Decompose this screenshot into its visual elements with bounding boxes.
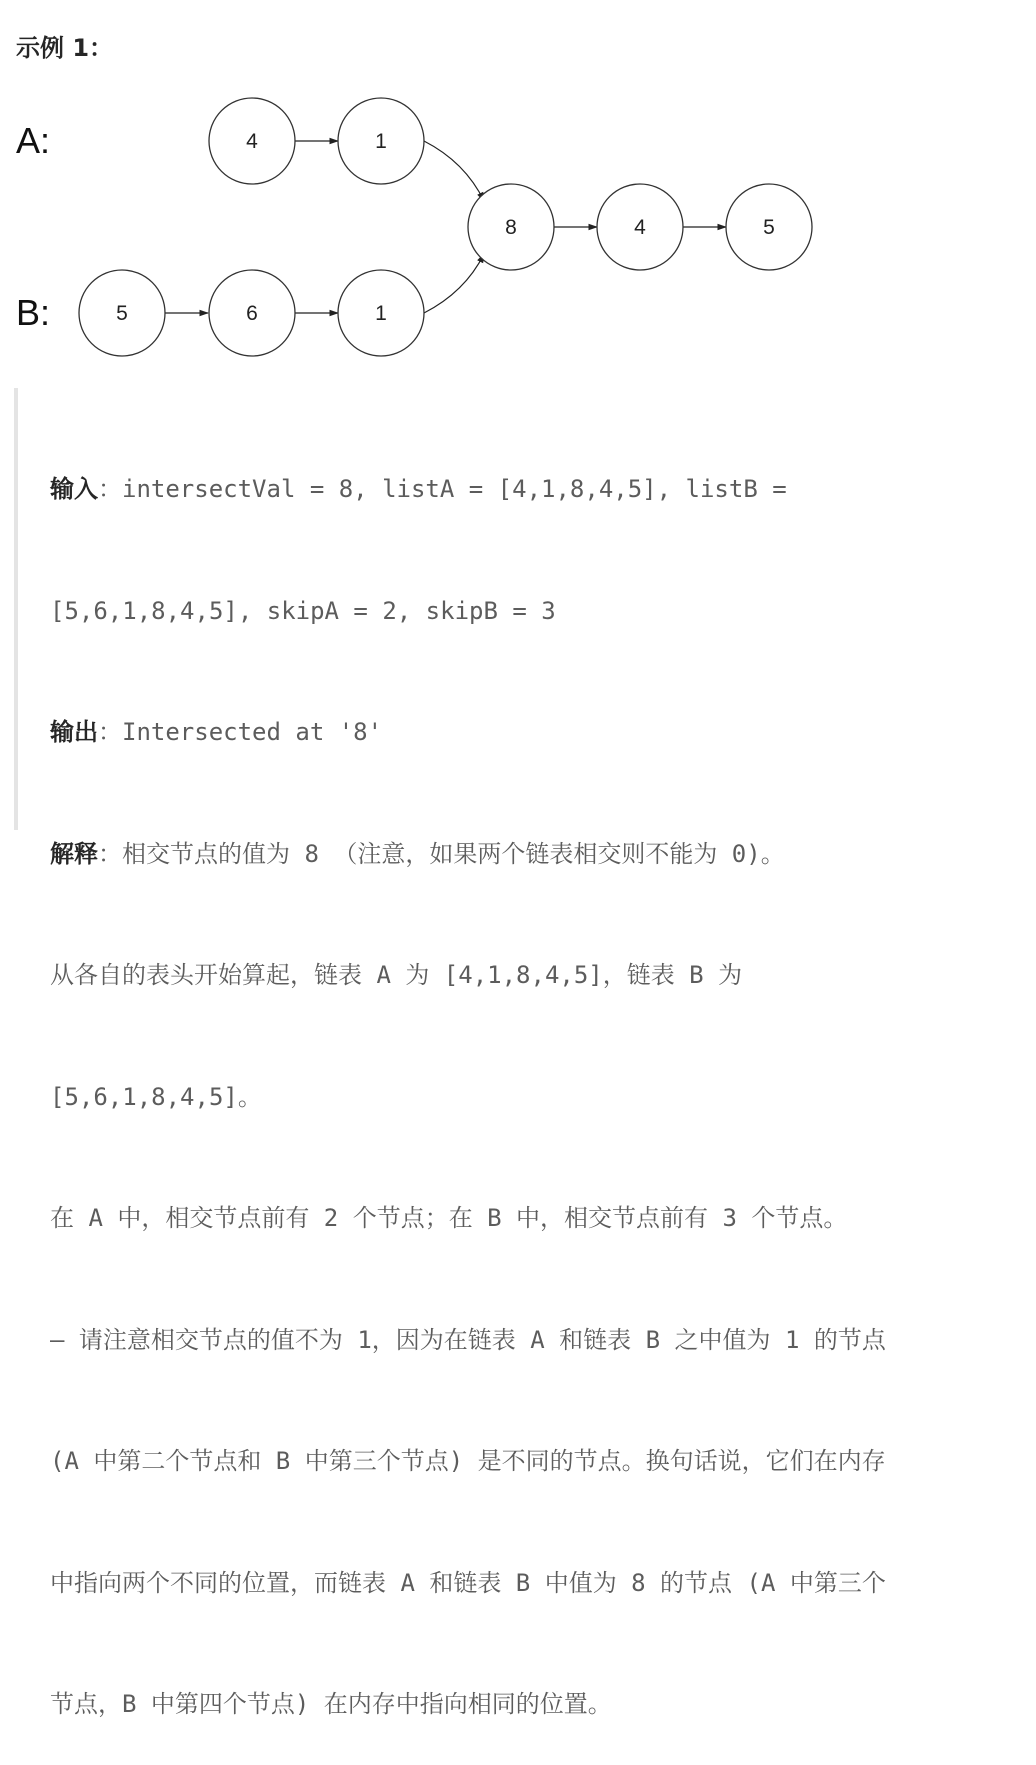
- input-line-continued: [5,6,1,8,4,5], skipA = 2, skipB = 3: [50, 596, 556, 625]
- explain-line: 中指向两个不同的位置，而链表 A 和链表 B 中值为 8 的节点 (A 中第三个: [50, 1568, 886, 1597]
- list-a-label: A:: [16, 120, 51, 161]
- list-b-node: [338, 270, 424, 356]
- list-b-label: B:: [16, 292, 51, 333]
- shared-node: [468, 184, 554, 270]
- list-a-node: [338, 98, 424, 184]
- example-title: 示例 1：: [16, 34, 114, 62]
- shared-node: [597, 184, 683, 270]
- node-value: 1: [375, 130, 387, 153]
- node-value: 4: [246, 130, 258, 153]
- input-line: [50, 469, 1036, 510]
- explain-line: 从各自的表头开始算起，链表 A 为 [4,1,8,4,5]，链表 B 为: [50, 961, 743, 989]
- output-text: ：Intersected at '8': [98, 718, 383, 746]
- output-label: 输出: [50, 718, 98, 746]
- edge-b3-shared: [424, 254, 484, 313]
- explain-line: [50, 834, 1036, 875]
- input-text: ：intersectVal = 8, listA = [4,1,8,4,5], listB =: [98, 475, 787, 503]
- node-value: 6: [246, 302, 258, 325]
- node-value: 1: [375, 302, 387, 325]
- linked-list-diagram: [0, 80, 1036, 370]
- node-value: 5: [116, 302, 128, 325]
- list-b-node: [79, 270, 165, 356]
- shared-node: [726, 184, 812, 270]
- explain-text: ：相交节点的值为 8 （注意，如果两个链表相交则不能为 0)。: [98, 839, 785, 868]
- explain-line: 在 A 中，相交节点前有 2 个节点；在 B 中，相交节点前有 3 个节点。: [50, 1204, 848, 1232]
- list-a-node: [209, 98, 295, 184]
- edge-a2-shared: [424, 141, 484, 201]
- node-value: 4: [634, 216, 646, 239]
- input-label: 输入: [50, 475, 98, 503]
- explain-line: (A 中第二个节点和 B 中第三个节点) 是不同的节点。换句话说，它们在内存: [50, 1447, 886, 1475]
- explain-line: [5,6,1,8,4,5]。: [50, 1082, 262, 1111]
- output-line: [50, 712, 1036, 753]
- example-explanation: [50, 388, 1036, 1765]
- explain-line: 节点，B 中第四个节点) 在内存中指向相同的位置。: [50, 1690, 612, 1718]
- list-b-node: [209, 270, 295, 356]
- explain-line: — 请注意相交节点的值不为 1，因为在链表 A 和链表 B 之中值为 1 的节点: [50, 1325, 886, 1354]
- explain-label: 解释: [50, 839, 98, 868]
- node-value: 5: [763, 216, 775, 239]
- node-value: 8: [505, 216, 517, 239]
